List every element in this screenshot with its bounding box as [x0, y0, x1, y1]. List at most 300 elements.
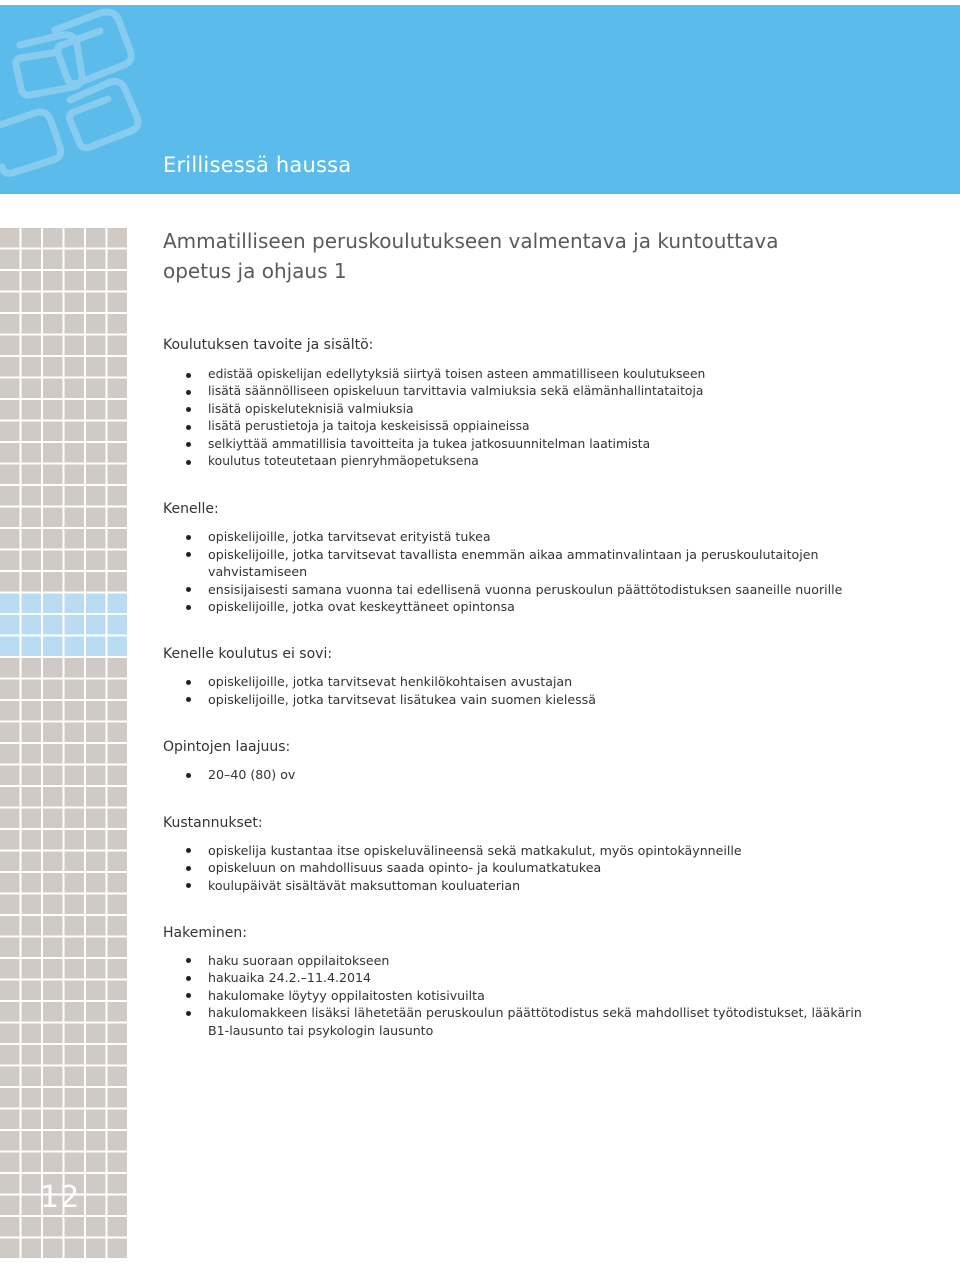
grid-square	[0, 1153, 20, 1173]
grid-square	[22, 1153, 42, 1173]
list-item: opiskelija kustantaa itse opiskeluvälineensä sekä matkakulut, myös opintokäynneille	[163, 842, 883, 859]
grid-square	[0, 1131, 20, 1151]
grid-square	[65, 357, 85, 377]
grid-square	[108, 336, 128, 356]
grid-square	[43, 916, 63, 936]
grid-square	[43, 852, 63, 872]
grid-square	[65, 766, 85, 786]
grid-square	[108, 787, 128, 807]
grid-square	[0, 400, 20, 420]
grid-square	[108, 271, 128, 291]
grid-square	[86, 551, 106, 571]
grid-square	[22, 1002, 42, 1022]
grid-square	[43, 594, 63, 614]
grid-square	[0, 959, 20, 979]
grid-square	[108, 379, 128, 399]
grid-square	[0, 680, 20, 700]
grid-square	[108, 293, 128, 313]
grid-square	[22, 1088, 42, 1108]
grid-square	[0, 1217, 20, 1237]
grid-square	[43, 1067, 63, 1087]
section-heading: Kustannukset:	[163, 814, 263, 831]
grid-square	[43, 1217, 63, 1237]
list-item: lisätä säännölliseen opiskeluun tarvittavia valmiuksia sekä elämänhallintataitoja	[163, 383, 883, 400]
section-heading: Kenelle koulutus ei sovi:	[163, 646, 333, 663]
list-item: ensisijaisesti samana vuonna tai edellisenä vuonna peruskoulun päättötodistuksen saaneille nuorille	[163, 581, 883, 598]
grid-square	[0, 830, 20, 850]
grid-square	[108, 1153, 128, 1173]
grid-square	[0, 1196, 20, 1216]
grid-square	[22, 981, 42, 1001]
grid-square	[65, 1217, 85, 1237]
grid-square	[108, 1174, 128, 1194]
grid-square	[65, 809, 85, 829]
grid-square	[22, 852, 42, 872]
grid-square	[108, 852, 128, 872]
grid-square	[65, 895, 85, 915]
grid-square	[65, 830, 85, 850]
grid-square	[65, 615, 85, 635]
grid-square	[43, 830, 63, 850]
paperclip-decoration	[0, 5, 150, 194]
grid-square	[43, 809, 63, 829]
grid-square	[43, 637, 63, 657]
grid-square	[0, 443, 20, 463]
grid-square	[86, 1002, 106, 1022]
grid-square	[0, 228, 20, 248]
grid-square	[65, 486, 85, 506]
grid-square	[65, 852, 85, 872]
grid-square	[86, 744, 106, 764]
grid-square	[108, 1002, 128, 1022]
list-item: selkiyttää ammatillisia tavoitteita ja tukea jatkosuunnitelman laatimista	[163, 436, 883, 453]
grid-square	[22, 723, 42, 743]
grid-square	[22, 228, 42, 248]
grid-square	[108, 314, 128, 334]
grid-square	[108, 959, 128, 979]
grid-square	[65, 1002, 85, 1022]
list-item: hakulomake löytyy oppilaitosten kotisivuilta	[163, 987, 883, 1004]
bullet-list	[163, 528, 883, 615]
grid-square	[0, 1110, 20, 1130]
grid-square	[0, 1067, 20, 1087]
grid-square	[0, 250, 20, 270]
grid-square	[65, 594, 85, 614]
grid-square	[65, 981, 85, 1001]
grid-square	[86, 1110, 106, 1130]
grid-square	[0, 422, 20, 442]
grid-square	[0, 852, 20, 872]
grid-square	[65, 551, 85, 571]
grid-square	[43, 1110, 63, 1130]
list-item: hakuaika 24.2.–11.4.2014	[163, 969, 883, 986]
grid-square	[86, 594, 106, 614]
grid-square	[43, 422, 63, 442]
section-heading: Hakeminen:	[163, 924, 247, 941]
grid-square	[86, 701, 106, 721]
grid-square	[22, 615, 42, 635]
grid-square	[0, 1002, 20, 1022]
grid-square	[22, 572, 42, 592]
grid-square	[108, 572, 128, 592]
grid-square	[86, 830, 106, 850]
grid-square	[22, 1131, 42, 1151]
grid-square	[43, 1002, 63, 1022]
grid-square	[65, 443, 85, 463]
list-item: opiskelijoille, jotka tarvitsevat lisätukea vain suomen kielessä	[163, 691, 883, 708]
grid-square	[43, 443, 63, 463]
grid-square	[65, 1024, 85, 1044]
grid-square	[0, 787, 20, 807]
grid-square	[22, 1217, 42, 1237]
grid-square	[22, 357, 42, 377]
grid-square	[65, 680, 85, 700]
grid-square	[22, 744, 42, 764]
grid-square	[65, 314, 85, 334]
list-item: lisätä perustietoja ja taitoja keskeisissä oppiaineissa	[163, 418, 883, 435]
grid-square	[22, 465, 42, 485]
grid-square	[0, 465, 20, 485]
grid-square	[0, 293, 20, 313]
grid-square	[43, 1024, 63, 1044]
grid-square	[22, 486, 42, 506]
grid-square	[22, 830, 42, 850]
grid-square	[65, 422, 85, 442]
grid-square	[108, 422, 128, 442]
grid-square	[86, 852, 106, 872]
grid-square	[108, 766, 128, 786]
grid-square	[22, 701, 42, 721]
grid-square	[0, 637, 20, 657]
grid-square	[0, 809, 20, 829]
grid-square	[65, 1153, 85, 1173]
grid-square	[108, 250, 128, 270]
grid-square	[108, 637, 128, 657]
grid-square	[22, 1110, 42, 1130]
grid-square	[43, 572, 63, 592]
grid-square	[22, 422, 42, 442]
grid-square	[43, 744, 63, 764]
grid-square	[0, 658, 20, 678]
section	[163, 500, 883, 615]
grid-square	[108, 508, 128, 528]
grid-square	[0, 981, 20, 1001]
grid-square	[22, 1174, 42, 1194]
section	[163, 645, 883, 708]
section-list	[163, 336, 883, 1039]
grid-square	[0, 1088, 20, 1108]
grid-square	[108, 658, 128, 678]
grid-square	[65, 1110, 85, 1130]
grid-square	[43, 701, 63, 721]
grid-square	[86, 1045, 106, 1065]
grid-square	[43, 293, 63, 313]
grid-square	[86, 1024, 106, 1044]
grid-square	[86, 572, 106, 592]
grid-square	[108, 1196, 128, 1216]
grid-square	[43, 271, 63, 291]
grid-square	[65, 1239, 85, 1259]
list-item: hakulomakkeen lisäksi lähetetään peruskoulun päättötodistus sekä mahdolliset työtodistukset, lääkärin B1-lausunto tai psykologin lausunto	[163, 1004, 883, 1039]
grid-square	[86, 293, 106, 313]
grid-square	[22, 508, 42, 528]
grid-square	[0, 508, 20, 528]
grid-square	[86, 1153, 106, 1173]
grid-square	[86, 486, 106, 506]
list-item: lisätä opiskeluteknisiä valmiuksia	[163, 401, 883, 418]
grid-square	[65, 938, 85, 958]
bullet-list	[163, 952, 883, 1039]
grid-square	[86, 1067, 106, 1087]
grid-square	[65, 379, 85, 399]
list-item: opiskelijoille, jotka tarvitsevat henkilökohtaisen avustajan	[163, 673, 883, 690]
grid-square	[0, 336, 20, 356]
grid-square	[86, 723, 106, 743]
list-item: opiskelijoille, jotka ovat keskeyttäneet opintonsa	[163, 598, 883, 615]
grid-square	[0, 938, 20, 958]
grid-square	[0, 551, 20, 571]
grid-square	[43, 658, 63, 678]
grid-square	[86, 809, 106, 829]
grid-square	[0, 486, 20, 506]
grid-square	[86, 422, 106, 442]
document-body	[163, 226, 883, 1039]
grid-square	[22, 1045, 42, 1065]
grid-square	[43, 766, 63, 786]
grid-square	[86, 336, 106, 356]
grid-square	[108, 744, 128, 764]
section	[163, 336, 883, 470]
grid-square	[108, 830, 128, 850]
grid-square	[65, 744, 85, 764]
grid-square	[0, 615, 20, 635]
grid-square	[22, 443, 42, 463]
bullet-list	[163, 366, 883, 470]
grid-square	[86, 271, 106, 291]
grid-square	[43, 529, 63, 549]
grid-square	[86, 938, 106, 958]
grid-square	[0, 873, 20, 893]
section-heading: Koulutuksen tavoite ja sisältö:	[163, 337, 374, 353]
grid-square	[86, 680, 106, 700]
grid-square	[108, 981, 128, 1001]
grid-square	[86, 1239, 106, 1259]
section	[163, 924, 883, 1039]
grid-square	[86, 443, 106, 463]
grid-square	[86, 895, 106, 915]
grid-square	[43, 1239, 63, 1259]
grid-square	[43, 1131, 63, 1151]
grid-square	[43, 873, 63, 893]
grid-square	[86, 508, 106, 528]
list-item: opiskelijoille, jotka tarvitsevat erityistä tukea	[163, 528, 883, 545]
grid-square	[22, 379, 42, 399]
grid-square	[22, 938, 42, 958]
grid-square	[108, 594, 128, 614]
grid-square	[108, 1088, 128, 1108]
grid-square	[65, 508, 85, 528]
grid-square	[22, 1024, 42, 1044]
grid-square	[43, 314, 63, 334]
grid-square	[43, 895, 63, 915]
grid-square	[108, 465, 128, 485]
grid-square	[22, 551, 42, 571]
grid-square	[22, 336, 42, 356]
grid-square	[86, 615, 106, 635]
grid-square	[86, 1131, 106, 1151]
grid-square	[86, 637, 106, 657]
grid-square	[22, 293, 42, 313]
grid-square	[43, 981, 63, 1001]
section-heading: Kenelle:	[163, 501, 219, 518]
grid-square	[108, 1024, 128, 1044]
grid-square	[86, 314, 106, 334]
section	[163, 738, 883, 783]
grid-square	[86, 959, 106, 979]
grid-square	[22, 250, 42, 270]
grid-square	[43, 680, 63, 700]
header-title: Erillisessä haussa	[163, 153, 352, 177]
grid-square	[86, 916, 106, 936]
grid-square	[65, 400, 85, 420]
grid-square	[22, 787, 42, 807]
grid-square	[108, 443, 128, 463]
grid-square	[86, 400, 106, 420]
grid-square	[86, 529, 106, 549]
grid-square	[43, 615, 63, 635]
grid-square	[0, 1024, 20, 1044]
grid-square	[43, 1088, 63, 1108]
grid-square	[43, 1045, 63, 1065]
grid-square	[65, 572, 85, 592]
grid-square	[86, 465, 106, 485]
grid-square	[108, 1239, 128, 1259]
grid-square	[0, 594, 20, 614]
grid-square	[108, 529, 128, 549]
grid-square	[86, 1088, 106, 1108]
grid-square	[86, 1217, 106, 1237]
list-item: koulupäivät sisältävät maksuttoman kouluaterian	[163, 877, 883, 894]
grid-square	[43, 938, 63, 958]
grid-square	[0, 916, 20, 936]
grid-square	[65, 916, 85, 936]
grid-square	[22, 637, 42, 657]
grid-square	[0, 895, 20, 915]
grid-square	[65, 787, 85, 807]
grid-square	[108, 357, 128, 377]
grid-square	[65, 336, 85, 356]
grid-square	[65, 701, 85, 721]
grid-square	[108, 701, 128, 721]
list-item: opiskeluun on mahdollisuus saada opinto- ja koulumatkatukea	[163, 859, 883, 876]
grid-square	[22, 809, 42, 829]
grid-square	[22, 529, 42, 549]
grid-square	[65, 723, 85, 743]
grid-square	[65, 529, 85, 549]
grid-square	[108, 680, 128, 700]
grid-square	[0, 1045, 20, 1065]
grid-square	[86, 658, 106, 678]
grid-square	[43, 486, 63, 506]
grid-square	[65, 465, 85, 485]
grid-square	[108, 916, 128, 936]
grid-square	[108, 400, 128, 420]
grid-square	[22, 895, 42, 915]
grid-square	[86, 766, 106, 786]
grid-square	[43, 250, 63, 270]
grid-square	[43, 357, 63, 377]
grid-square	[22, 1067, 42, 1087]
grid-square	[86, 981, 106, 1001]
grid-square	[43, 551, 63, 571]
grid-square	[43, 959, 63, 979]
grid-square	[22, 873, 42, 893]
grid-square	[43, 465, 63, 485]
page-number: 12	[40, 1180, 81, 1215]
grid-square	[43, 723, 63, 743]
section-heading: Opintojen laajuus:	[163, 739, 291, 756]
grid-square	[65, 1045, 85, 1065]
header-band	[0, 5, 960, 194]
grid-square	[0, 766, 20, 786]
grid-square	[43, 379, 63, 399]
grid-square	[43, 336, 63, 356]
grid-square	[22, 400, 42, 420]
grid-square	[0, 529, 20, 549]
grid-square	[65, 228, 85, 248]
grid-square	[86, 873, 106, 893]
grid-square	[108, 1110, 128, 1130]
bullet-list	[163, 766, 883, 783]
grid-square	[108, 1067, 128, 1087]
grid-square	[0, 271, 20, 291]
grid-square	[0, 723, 20, 743]
grid-square	[0, 701, 20, 721]
grid-square	[86, 357, 106, 377]
list-item: koulutus toteutetaan pienryhmäopetuksena	[163, 453, 883, 470]
list-item: edistää opiskelijan edellytyksiä siirtyä toisen asteen ammatilliseen koulutukseen	[163, 366, 883, 383]
grid-square	[86, 250, 106, 270]
grid-square	[22, 766, 42, 786]
grid-square	[43, 400, 63, 420]
grid-square	[0, 572, 20, 592]
bullet-list	[163, 673, 883, 708]
grid-square	[86, 787, 106, 807]
grid-square	[108, 551, 128, 571]
grid-square	[108, 1217, 128, 1237]
bullet-list	[163, 842, 883, 894]
grid-square	[0, 357, 20, 377]
grid-square	[65, 873, 85, 893]
list-item: haku suoraan oppilaitokseen	[163, 952, 883, 969]
grid-square	[108, 873, 128, 893]
decorative-grid	[0, 228, 130, 1264]
grid-square	[108, 1045, 128, 1065]
grid-square	[22, 1239, 42, 1259]
grid-square	[65, 271, 85, 291]
grid-square	[22, 314, 42, 334]
grid-square	[86, 379, 106, 399]
grid-square	[22, 916, 42, 936]
grid-square	[108, 486, 128, 506]
grid-square	[108, 895, 128, 915]
grid-square	[22, 658, 42, 678]
section	[163, 814, 883, 894]
grid-square	[86, 228, 106, 248]
list-item: opiskelijoille, jotka tarvitsevat tavallista enemmän aikaa ammatinvalintaan ja peruskoulutaitojen vahvistamiseen	[163, 546, 883, 581]
grid-square	[108, 1131, 128, 1151]
grid-square	[22, 594, 42, 614]
